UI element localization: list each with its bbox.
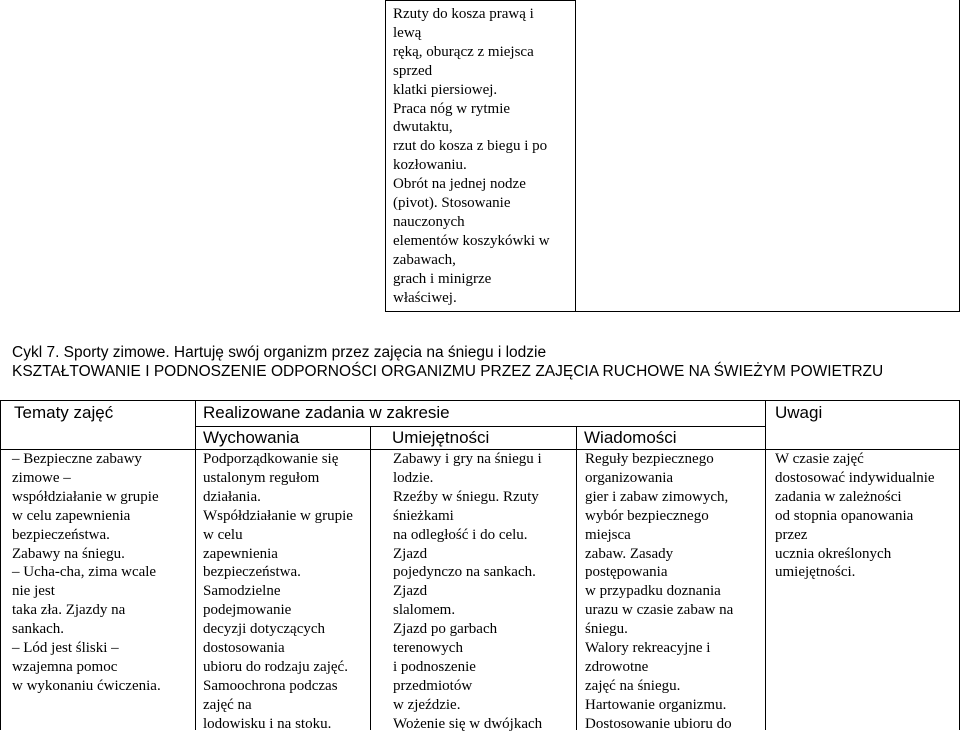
upbringing-line: decyzji dotyczących (203, 621, 326, 638)
table-col-divider-1 (195, 400, 196, 730)
header-notes: Uwagi (775, 403, 823, 422)
skills-line: slalomem. (393, 602, 456, 619)
upbringing-line: Współdziałanie w grupie (203, 507, 353, 524)
topics-line: – Lód jest śliski – (12, 640, 119, 657)
knowledge-line: w przypadku doznania (585, 583, 721, 600)
header-tasks: Realizowane zadania w zakresie (203, 403, 450, 422)
section-subtitle: KSZTAŁTOWANIE I PODNOSZENIE ODPORNOŚCI ORGANIZMU PRZEZ ZAJĘCIA RUCHOWE NA ŚWIEŻYM POWIETRZU (12, 363, 884, 380)
upbringing-line: bezpieczeństwa. (203, 564, 301, 581)
table-col-divider-3 (576, 426, 577, 730)
topics-line: zimowe – (12, 469, 71, 486)
knowledge-line: zajęć na śniegu. (585, 677, 681, 694)
topics-line: współdziałanie w grupie (12, 488, 159, 505)
knowledge-line: organizowania (585, 469, 674, 486)
top-cell-line: nauczonych (393, 213, 465, 230)
top-cell-line: klatki piersiowej. (393, 81, 498, 98)
upbringing-line: zajęć na (203, 696, 252, 713)
top-cell-line: właściwej. (393, 289, 457, 306)
notes-line: zadania w zależności (775, 488, 902, 505)
knowledge-line: śniegu. (585, 621, 628, 638)
skills-line: Zjazd (393, 583, 428, 600)
notes-line: dostosować indywidualnie (775, 469, 935, 486)
upbringing-line: ubioru do rodzaju zajęć. (203, 658, 348, 675)
notes-line: ucznia określonych (775, 545, 892, 562)
header-skills: Umiejętności (392, 428, 490, 447)
cell-topics (12, 450, 161, 696)
table-subheader-line (195, 426, 765, 427)
topics-line: Zabawy na śniegu. (12, 545, 125, 562)
top-cell-line: kozłowaniu. (393, 157, 467, 174)
skills-line: Zabawy i gry na śniegu i (393, 451, 542, 467)
knowledge-line: zabaw. Zasady (585, 545, 674, 562)
top-cell-line: Praca nóg w rytmie (393, 100, 511, 117)
skills-line: Zjazd (393, 545, 428, 562)
top-cell-line: ręką, oburącz z miejsca (393, 43, 534, 60)
top-cell-line: elementów koszykówki w (393, 232, 550, 249)
table-border-top (0, 400, 960, 401)
header-knowledge: Wiadomości (584, 428, 677, 447)
topics-line: sankach. (12, 621, 65, 638)
upbringing-line: ustalonym regułom (203, 469, 320, 486)
cell-upbringing (203, 450, 353, 734)
top-table-border-bottom (385, 311, 960, 312)
top-table-border-left (385, 0, 386, 312)
knowledge-line: urazu w czasie zabaw na (585, 602, 734, 619)
knowledge-line: wybór bezpiecznego (585, 507, 709, 524)
cell-skills (393, 450, 542, 734)
upbringing-line: działania. (203, 488, 261, 505)
top-cell-line: lewą (393, 24, 422, 41)
knowledge-line: Reguły bezpiecznego (585, 451, 714, 467)
notes-line: W czasie zajęć (775, 451, 864, 467)
topics-line: – Bezpieczne zabawy (12, 451, 142, 467)
top-cell-line: Rzuty do kosza prawą i (393, 6, 534, 22)
top-cell-line: sprzed (393, 62, 433, 79)
upbringing-line: Samoochrona podczas (203, 677, 338, 694)
topics-line: – Ucha-cha, zima wcale (12, 564, 157, 581)
topics-line: nie jest (12, 583, 55, 600)
topics-line: bezpieczeństwa. (12, 526, 110, 543)
skills-line: śnieżkami (393, 507, 454, 524)
skills-line: Rzeźby w śniegu. Rzuty (393, 488, 539, 505)
skills-line: na odległość i do celu. (393, 526, 528, 543)
top-cell-line: zabawach, (393, 251, 456, 268)
skills-line: lodzie. (393, 469, 434, 486)
skills-line: w zjeździe. (393, 696, 461, 713)
notes-line: przez (775, 526, 808, 543)
topics-line: w wykonaniu ćwiczenia. (12, 677, 161, 694)
top-cell-line: dwutaktu, (393, 119, 453, 136)
notes-line: umiejętności. (775, 564, 856, 581)
skills-line: pojedynczo na sankach. (393, 564, 536, 581)
knowledge-line: gier i zabaw zimowych, (585, 488, 729, 505)
top-table-border-mid (575, 0, 576, 312)
skills-line: i podnoszenie (393, 658, 476, 675)
table-col-divider-2 (370, 426, 371, 730)
table-border-left (0, 400, 1, 730)
cell-notes (775, 450, 935, 582)
top-table-border-top (385, 0, 575, 1)
skills-line: terenowych (393, 640, 463, 657)
knowledge-line: zdrowotne (585, 658, 649, 675)
topics-line: wzajemna pomoc (12, 658, 118, 675)
top-cell-text (393, 5, 550, 308)
upbringing-line: w celu (203, 526, 243, 543)
top-cell-line: (pivot). Stosowanie (393, 195, 511, 212)
top-cell-line: grach i minigrze (393, 270, 492, 287)
cycle-title: Cykl 7. Sporty zimowe. Hartuję swój organizm przez zajęcia na śniegu i lodzie (12, 344, 547, 361)
cell-knowledge (585, 450, 733, 734)
knowledge-line: Walory rekreacyjne i (585, 640, 711, 657)
notes-line: od stopnia opanowania (775, 507, 914, 524)
top-cell-line: Obrót na jednej nodze (393, 176, 526, 193)
topics-line: w celu zapewnienia (12, 507, 131, 524)
upbringing-line: lodowisku i na stoku. (203, 715, 332, 732)
upbringing-line: podejmowanie (203, 602, 292, 619)
header-topics: Tematy zajęć (14, 403, 114, 422)
upbringing-line: Samodzielne (203, 583, 281, 600)
knowledge-line: miejsca (585, 526, 631, 543)
skills-line: Zjazd po garbach (393, 621, 498, 638)
skills-line: przedmiotów (393, 677, 473, 694)
knowledge-line: postępowania (585, 564, 668, 581)
skills-line: Wożenie się w dwójkach (393, 715, 543, 732)
topics-line: taka zła. Zjazdy na (12, 602, 126, 619)
knowledge-line: Dostosowanie ubioru do (585, 715, 732, 732)
upbringing-line: Podporządkowanie się (203, 451, 339, 467)
header-upbringing: Wychowania (203, 428, 300, 447)
knowledge-line: Hartowanie organizmu. (585, 696, 727, 713)
top-cell-line: rzut do kosza z biegu i po (393, 138, 548, 155)
upbringing-line: dostosowania (203, 640, 285, 657)
upbringing-line: zapewnienia (203, 545, 278, 562)
table-col-divider-4 (765, 400, 766, 730)
